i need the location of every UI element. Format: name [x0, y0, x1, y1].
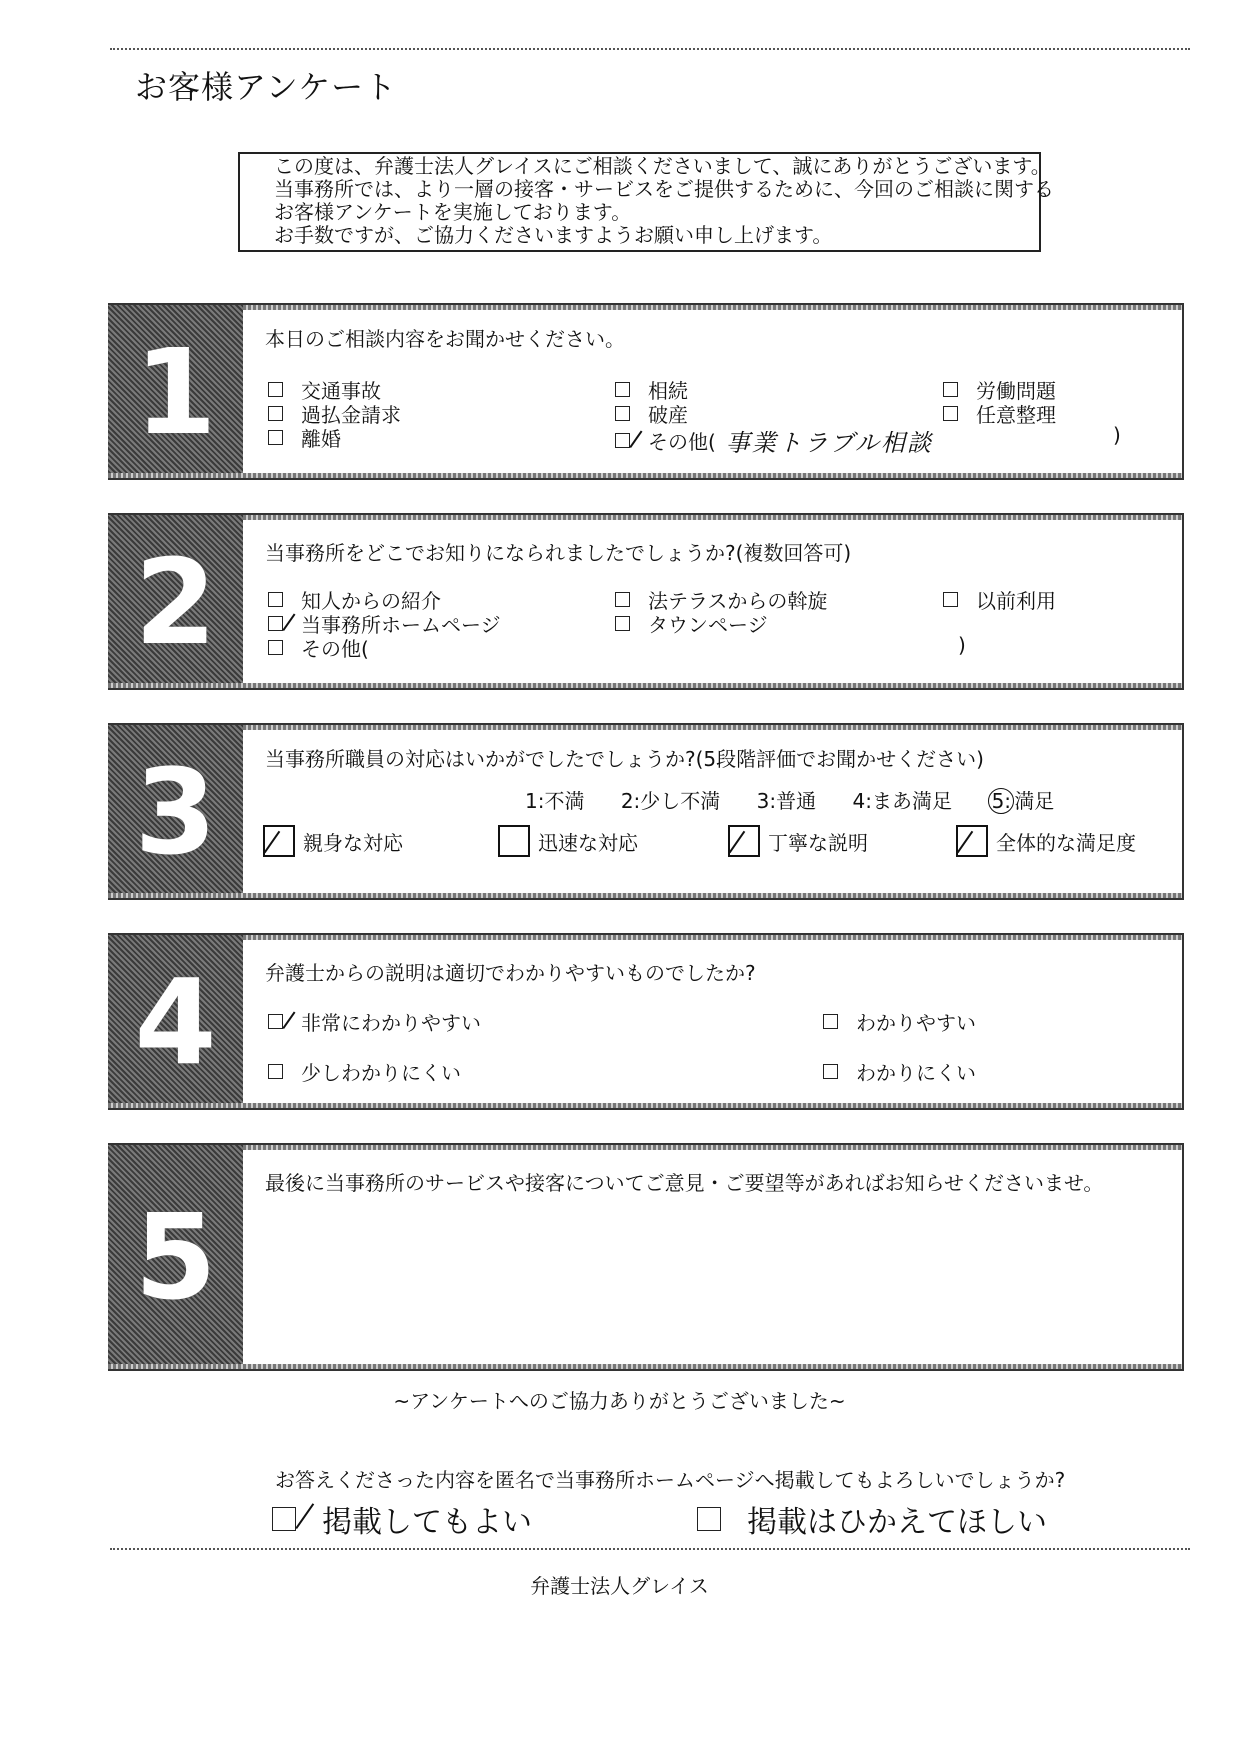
option-label: 知人からの紹介: [301, 589, 441, 613]
option-label: わかりやすい: [856, 1011, 976, 1035]
item-label: 全体的な満足度: [996, 830, 1136, 855]
option-label: 当事務所ホームページ: [301, 613, 501, 637]
bottom-rule: [110, 1548, 1190, 1550]
option-label: 相続: [648, 379, 688, 403]
section-question: 弁護士からの説明は適切でわかりやすいものでしたか?: [265, 961, 756, 985]
option-townpage[interactable]: [615, 609, 768, 638]
option-label: 労働問題: [976, 379, 1056, 403]
option-label: 少しわかりにくい: [301, 1061, 461, 1085]
option-label: 非常にわかりやすい: [301, 1011, 481, 1035]
section-number-block: [108, 515, 243, 688]
publish-no-option[interactable]: [697, 1497, 1047, 1541]
option-label: 交通事故: [301, 379, 381, 403]
checkbox[interactable]: [615, 406, 630, 421]
option-debt-settlement[interactable]: [943, 399, 1056, 428]
option-label: 離婚: [301, 427, 341, 451]
section-question: 本日のご相談内容をお聞かせください。: [265, 327, 625, 351]
close-paren-text: ): [958, 633, 966, 657]
section-number: 4: [134, 952, 217, 1091]
checkbox[interactable]: [823, 1014, 838, 1029]
rating-5-label: 満足: [1014, 789, 1055, 813]
option-divorce[interactable]: [268, 423, 341, 452]
section-number-block: [108, 305, 243, 478]
section-4: [108, 933, 1184, 1110]
checkbox[interactable]: [268, 406, 283, 421]
intro-box: [238, 152, 1054, 252]
checkbox[interactable]: [615, 382, 630, 397]
item-polite[interactable]: [728, 825, 868, 857]
option-very-clear[interactable]: [268, 1007, 481, 1036]
rating-5-circled[interactable]: 5:: [988, 788, 1014, 814]
checkbox[interactable]: [268, 1064, 283, 1079]
checkbox[interactable]: [697, 1507, 721, 1531]
option-previous-use[interactable]: [943, 585, 1056, 614]
option-label: 以前利用: [976, 589, 1056, 613]
section-number-block: [108, 1145, 243, 1369]
section-2: [108, 513, 1184, 690]
checkbox[interactable]: [268, 640, 283, 655]
publish-no-label: 掲載はひかえてほしい: [747, 1505, 1047, 1540]
section-question: 最後に当事務所のサービスや接客についてご意見・ご要望等があればお知らせくださいませ。: [265, 1171, 1104, 1195]
section-number: 5: [134, 1188, 217, 1326]
checkbox[interactable]: [268, 382, 283, 397]
option-other[interactable]: [268, 633, 369, 662]
option-label: わかりにくい: [856, 1061, 976, 1085]
checkbox[interactable]: [943, 592, 958, 607]
handwritten-other-text: 事業トラブル相談: [725, 429, 933, 457]
rating-2[interactable]: 2:少し不満: [620, 789, 721, 813]
top-rule: [110, 48, 1190, 50]
checkbox[interactable]: [823, 1064, 838, 1079]
section-question: 当事務所職員の対応はいかがでしたでしょうか?(5段階評価でお聞かせください): [265, 747, 984, 771]
close-paren: [958, 633, 966, 657]
close-paren: [1113, 423, 1121, 447]
section-3: [108, 723, 1184, 900]
option-clear[interactable]: [823, 1007, 976, 1036]
rating-1[interactable]: 1:不満: [525, 789, 585, 813]
option-label: その他(: [301, 637, 369, 661]
intro-line: お手数ですが、ご協力くださいますようお願い申し上げます。: [274, 223, 833, 247]
checkbox[interactable]: [943, 406, 958, 421]
item-label: 丁寧な説明: [768, 830, 868, 855]
checkbox-checked[interactable]: [268, 1014, 283, 1029]
section-number-block: [108, 725, 243, 898]
checkbox-checked[interactable]: [272, 1507, 296, 1531]
section-number: 3: [134, 742, 217, 881]
section-question: 当事務所をどこでお知りになられましたでしょうか?(複数回答可): [265, 541, 852, 565]
section-number: 1: [134, 322, 217, 461]
checkbox-checked[interactable]: [615, 433, 630, 448]
option-slightly-unclear[interactable]: [268, 1057, 461, 1086]
thanks-message: ~アンケートへのご協力ありがとうございました~: [393, 1389, 846, 1413]
checkbox-checked[interactable]: [268, 616, 283, 631]
intro-line: お客様アンケートを実施しております。: [274, 200, 632, 224]
checkbox-checked[interactable]: [263, 825, 295, 857]
item-sincere[interactable]: [263, 825, 403, 857]
checkbox[interactable]: [943, 382, 958, 397]
publish-yes-label: 掲載してもよい: [322, 1505, 532, 1540]
option-unclear[interactable]: [823, 1057, 976, 1086]
publish-yes-option[interactable]: [272, 1497, 532, 1541]
close-paren-text: ): [1113, 423, 1121, 447]
option-label: 任意整理: [976, 403, 1056, 427]
intro-line: この度は、弁護士法人グレイスにご相談くださいまして、誠にありがとうございます。: [274, 154, 1051, 178]
firm-name: 弁護士法人グレイス: [530, 1574, 709, 1598]
option-label: 法テラスからの斡旋: [648, 589, 828, 613]
item-label: 親身な対応: [303, 830, 403, 855]
item-overall[interactable]: [956, 825, 1136, 857]
comments-area[interactable]: [258, 1200, 1172, 1357]
rating-3[interactable]: 3:普通: [756, 789, 817, 813]
rating-4[interactable]: 4:まあ満足: [852, 789, 952, 813]
checkbox[interactable]: [615, 616, 630, 631]
page-title: お客様アンケート: [135, 68, 398, 106]
checkbox[interactable]: [615, 592, 630, 607]
checkbox-checked[interactable]: [728, 825, 760, 857]
option-label: 破産: [648, 403, 688, 427]
section-number-block: [108, 935, 243, 1108]
checkbox-checked[interactable]: [956, 825, 988, 857]
checkbox[interactable]: [268, 430, 283, 445]
option-label: 過払金請求: [301, 403, 401, 427]
rating-scale: [525, 785, 1084, 814]
option-other[interactable]: [615, 423, 933, 458]
intro-line: 当事務所では、より一層の接客・サービスをご提供するために、今回のご相談に関する: [274, 177, 1054, 201]
option-label: タウンページ: [648, 613, 768, 637]
checkbox[interactable]: [498, 825, 530, 857]
item-label: 迅速な対応: [538, 830, 638, 855]
item-prompt[interactable]: [498, 825, 638, 857]
option-label: その他(: [648, 430, 716, 454]
publish-question: お答えくださった内容を匿名で当事務所ホームページへ掲載してもよろしいでしょうか?: [275, 1468, 1066, 1492]
section-1: [108, 303, 1184, 480]
section-5: [108, 1143, 1184, 1371]
section-number: 2: [134, 532, 217, 671]
